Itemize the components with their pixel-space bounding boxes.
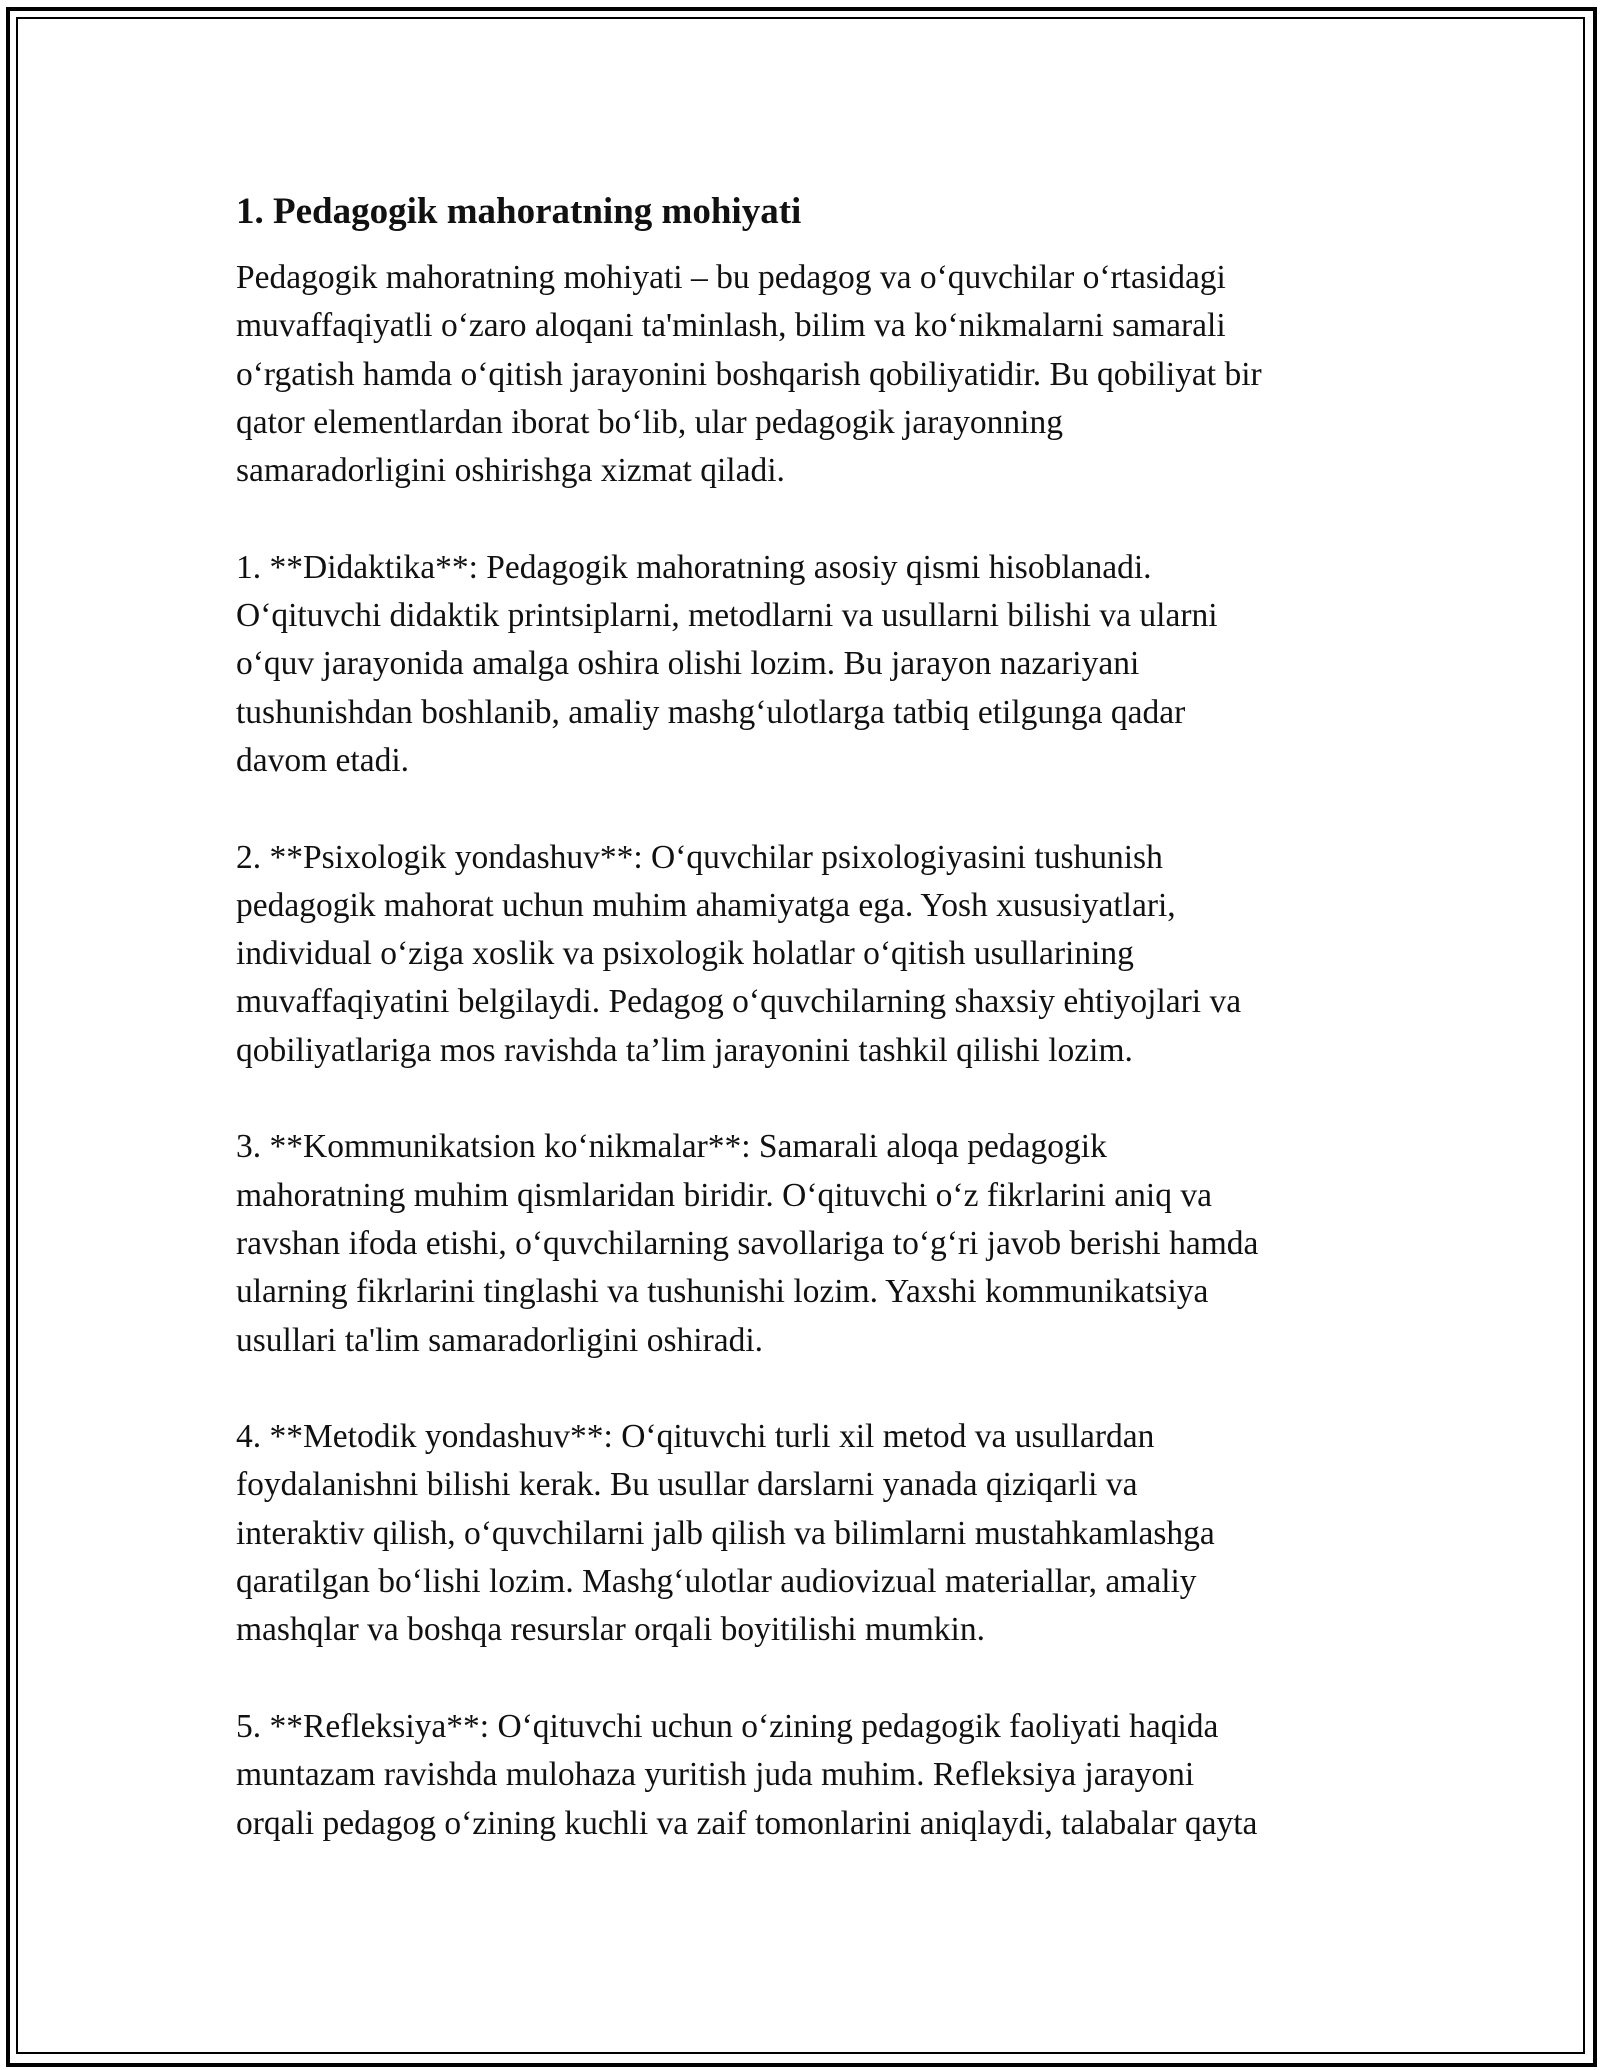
list-paragraph-didaktika bbox=[236, 544, 1386, 785]
text-line: ularning fikrlarini tinglashi va tushunishi lozim. Yaxshi kommunikatsiya bbox=[236, 1273, 1209, 1311]
text-line: 5. **Refleksiya**: O‘qituvchi uchun o‘zining pedagogik faoliyati haqida bbox=[236, 1707, 1219, 1745]
text-line: ravshan ifoda etishi, o‘quvchilarning savollariga to‘g‘ri javob berishi hamda bbox=[236, 1224, 1259, 1262]
text-line: 3. **Kommunikatsion ko‘nikmalar**: Samarali aloqa pedagogik bbox=[236, 1128, 1107, 1166]
text-line: muvaffaqiyatini belgilaydi. Pedagog o‘quvchilarning shaxsiy ehtiyojlari va bbox=[236, 983, 1242, 1021]
text-line: foydalanishni bilishi kerak. Bu usullar darslarni yanada qiziqarli va bbox=[236, 1466, 1138, 1504]
list-paragraph-refleksiya bbox=[236, 1703, 1386, 1848]
text-line: 2. **Psixologik yondashuv**: O‘quvchilar psixologiyasini tushunish bbox=[236, 838, 1163, 876]
text-line: samaradorligini oshirishga xizmat qiladi. bbox=[236, 452, 785, 490]
document-body bbox=[236, 184, 1386, 1896]
text-line: tushunishdan boshlanib, amaliy mashg‘ulotlarga tatbiq etilgunga qadar bbox=[236, 693, 1186, 731]
list-paragraph-psixologik bbox=[236, 834, 1386, 1075]
text-line: orqali pedagog o‘zining kuchli va zaif tomonlarini aniqlaydi, talabalar qayta bbox=[236, 1804, 1258, 1842]
list-paragraph-metodik bbox=[236, 1413, 1386, 1654]
section-heading: 1. Pedagogik mahoratning mohiyati bbox=[236, 191, 802, 232]
text-line: 1. **Didaktika**: Pedagogik mahoratning asosiy qismi hisoblanadi. bbox=[236, 548, 1152, 586]
text-line: muvaffaqiyatli o‘zaro aloqani ta'minlash, bilim va ko‘nikmalarni samarali bbox=[236, 307, 1226, 345]
list-paragraph-kommunikatsion bbox=[236, 1123, 1386, 1364]
text-line: davom etadi. bbox=[236, 741, 410, 779]
intro-paragraph bbox=[236, 254, 1386, 495]
text-line: O‘qituvchi didaktik printsiplarni, metodlarni va usullarni bilishi va ularni bbox=[236, 597, 1218, 635]
text-line: pedagogik mahorat uchun muhim ahamiyatga ega. Yosh xususiyatlari, bbox=[236, 886, 1176, 924]
text-line: Pedagogik mahoratning mohiyati – bu pedagog va o‘quvchilar o‘rtasidagi bbox=[236, 259, 1226, 296]
text-line: interaktiv qilish, o‘quvchilarni jalb qilish va bilimlarni mustahkamlashga bbox=[236, 1514, 1215, 1552]
text-line: 4. **Metodik yondashuv**: O‘qituvchi turli xil metod va usullardan bbox=[236, 1418, 1155, 1456]
text-line: qator elementlardan iborat bo‘lib, ular pedagogik jarayonning bbox=[236, 403, 1063, 441]
text-line: mashqlar va boshqa resurslar orqali boyitilishi mumkin. bbox=[236, 1611, 985, 1649]
text-line: usullari ta'lim samaradorligini oshiradi. bbox=[236, 1321, 764, 1359]
text-line: qobiliyatlariga mos ravishda ta’lim jarayonini tashkil qilishi lozim. bbox=[236, 1031, 1133, 1069]
text-line: o‘quv jarayonida amalga oshira olishi lozim. Bu jarayon nazariyani bbox=[236, 645, 1140, 683]
text-line: muntazam ravishda mulohaza yuritish juda muhim. Refleksiya jarayoni bbox=[236, 1756, 1195, 1794]
text-line: individual o‘ziga xoslik va psixologik holatlar o‘qitish usullarining bbox=[236, 935, 1134, 973]
text-line: qaratilgan bo‘lishi lozim. Mashg‘ulotlar audiovizual materiallar, amaliy bbox=[236, 1563, 1197, 1601]
text-line: o‘rgatish hamda o‘qitish jarayonini boshqarish qobiliyatidir. Bu qobiliyat bir bbox=[236, 355, 1262, 393]
text-line: mahoratning muhim qismlaridan biridir. O‘qituvchi o‘z fikrlarini aniq va bbox=[236, 1176, 1212, 1214]
